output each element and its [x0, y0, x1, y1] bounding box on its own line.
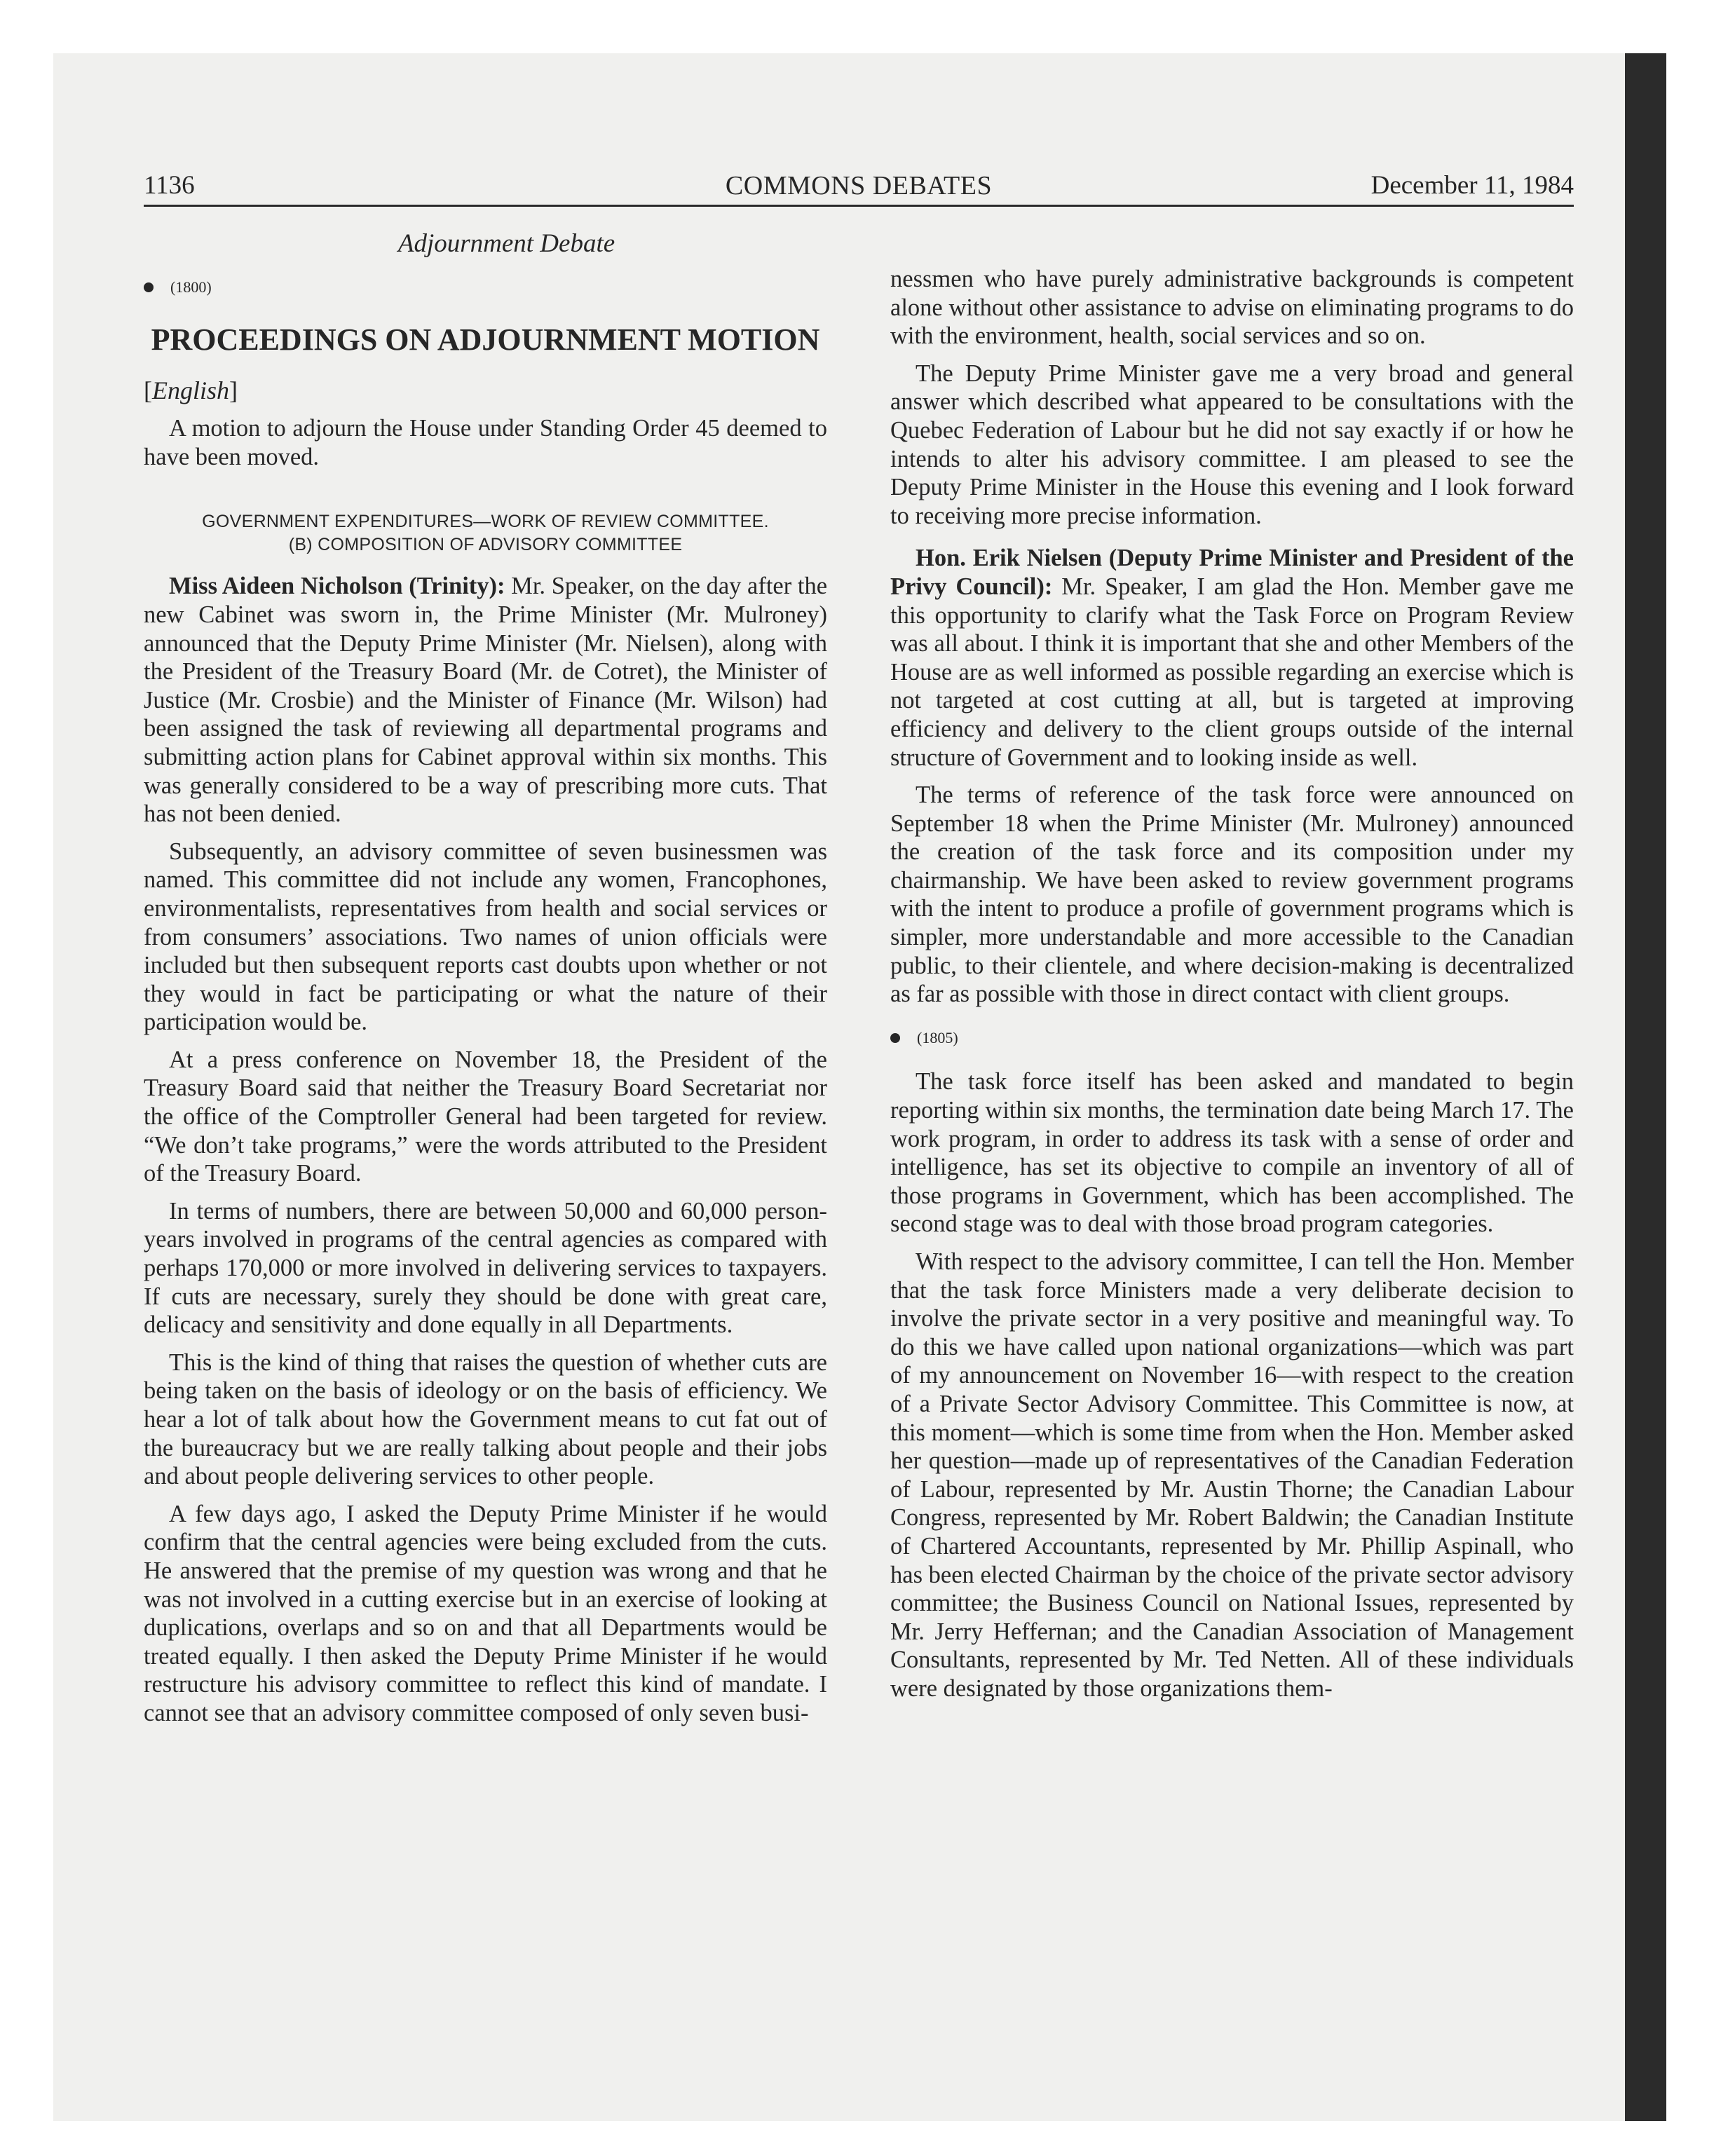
paragraph-text: Mr. Speaker, I am glad the Hon. Member gave me this opportunity to clarify what the Task Force on Program Review was all about. I think it is important that she and other Members of the House are as well informed as possible regarding an exercise which is not targeted at cost cutting at all, but is targeted at improving efficiency and delivery to the client groups outside of the internal structure of Government and to looking inside as well.: [890, 573, 1574, 771]
publication-date: December 11, 1984: [1370, 171, 1574, 200]
scan-edge-shadow: [1625, 53, 1666, 2121]
subject-heading: [144, 510, 827, 557]
motion-paragraph: A motion to adjourn the House under Standing Order 45 deemed to have been moved.: [144, 415, 827, 470]
running-header: [144, 170, 1574, 207]
subject-line-1: GOVERNMENT EXPENDITURES—WORK OF REVIEW COMMITTEE.: [202, 512, 769, 532]
time-marker: [144, 273, 827, 302]
paragraph: Subsequently, an advisory committee of seven businessmen was named. This committee did not include any women, Francophones, environmentalists, representatives from health and social services or from consumers’ associations. Two names of union officials were included but then subsequent reports cast doubts upon whether or not they would in fact be participating or what the nature of their participation would be.: [144, 838, 827, 1036]
subject-line-2: (B) COMPOSITION OF ADVISORY COMMITTEE: [288, 535, 683, 555]
paragraph: The Deputy Prime Minister gave me a very broad and general answer which described what appeared to be consultations with the Quebec Federation of Labour but he did not say exactly if or how he intends to alter his advisory committee. I am pleased to see the Deputy Prime Minister in the House this evening and I look forward to receiving more precise information.: [890, 360, 1574, 529]
paragraph: With respect to the advisory committee, I can tell the Hon. Member that the task force Ministers made a very deliberate decision to involve the private sector in a very positive and meaningful way. To do this we have called upon national organizations—which was part of my announcement on November 16—with respect to the creation of a Private Sector Advisory Committee. This Committee is now, at this moment—which is some time from when the Hon. Member asked her question—made up of representatives of the Canadian Federation of Labour, represented by Mr. Austin Thorne; the Canadian Labour Congress, represented by Mr. Robert Baldwin; the Canadian Institute of Chartered Accountants, represented by Mr. Phillip Aspinall, who has been elected Chairman by the choice of the private sector advisory committee; the Business Council on National Issues, represented by Mr. Jerry Heffernan; and the Canadian Association of Management Consultants, represented by Mr. Ted Netten. All of these individuals were designated by those organizations them-: [890, 1248, 1574, 1702]
section-header: Adjournment Debate: [397, 229, 615, 258]
paragraph: The task force itself has been asked and mandated to begin reporting within six months, the termination date being March 17. The work program, in order to address its task with a sense of order and intelligence, has set its objective to compile an inventory of all of those programs in Government, which has been accomplished. The second stage was to deal with those broad program categories.: [890, 1068, 1574, 1238]
paragraph: At a press conference on November 18, the President of the Treasury Board said that neither the Treasury Board Secretariat nor the office of the Comptroller General had been targeted for review. “We don’t take programs,” were the words attributed to the President of the Treasury Board.: [144, 1046, 827, 1187]
bullet-icon: [144, 282, 154, 292]
left-column: [144, 229, 828, 1737]
bullet-icon: [890, 1033, 900, 1043]
paragraph: A few days ago, I asked the Deputy Prime Minister if he would confirm that the central agencies were being excluded from the cuts. He answered that the premise of my question was wrong and that he was not involved in a cutting exercise but in an exercise of looking at duplications, overlaps and so on and that all Departments would be treated equally. I then asked the Deputy Prime Minister if he would restructure his advisory committee to reflect this kind of mandate. I cannot see that an advisory committee composed of only seven busi-: [144, 1500, 827, 1726]
paragraph: The terms of reference of the task force were announced on September 18 when the Prime Minister (Mr. Mulroney) announced the creation of the task force and its composition under my chairmanship. We have been asked to review government programs with the intent to produce a profile of government programs which is simpler, more understandable and more accessible to the Canadian public, to their clientele, and where decision-making is decentralized as far as possible with those in direct contact with client groups.: [890, 782, 1574, 1008]
right-column: [890, 265, 1574, 1712]
header-rule: [144, 205, 1574, 207]
language-label-text: English: [152, 376, 230, 404]
time-marker-label: (1805): [917, 1028, 958, 1046]
speaker-name: Miss Aideen Nicholson (Trinity):: [169, 573, 505, 600]
paragraph-text: Mr. Speaker, on the day after the new Cabinet was sworn in, the Prime Minister (Mr. Mulroney) announced that the Deputy Prime Minister (Mr. Nielsen), along with the President of the Treasury Board (Mr. de Cotret), the Minister of Justice (Mr. Crosbie) and the Minister of Finance (Mr. Wilson) had been assigned the task of reviewing all departmental programs and submitting action plans for Cabinet approval within six months. This was generally considered to be a way of prescribing more cuts. That has not been denied.: [144, 573, 828, 828]
paragraph: In terms of numbers, there are between 50,000 and 60,000 person-years involved in programs of the central agencies as compared with perhaps 170,000 or more involved in delivering services to taxpayers. If cuts are necessary, surely they should be done with great care, delicacy and sensitivity and done equally in all Departments.: [144, 1197, 827, 1339]
time-marker-label: (1800): [170, 278, 212, 296]
page-number: 1136: [144, 171, 195, 200]
language-label: [English]: [144, 376, 238, 404]
proceedings-title: PROCEEDINGS ON ADJOURNMENT MOTION: [151, 322, 820, 357]
speaker-name: Hon. Erik Nielsen (Deputy Prime Minister and President of the Privy Council):: [890, 545, 1574, 600]
paragraph: This is the kind of thing that raises the question of whether cuts are being taken on the basis of ideology or on the basis of efficiency. We hear a lot of talk about how the Government means to cut fat out of the bureaucracy but we are really talking about people and their jobs and about people delivering services to other people.: [144, 1349, 827, 1490]
paragraph: nessmen who have purely administrative backgrounds is competent alone without other assistance to advise on eliminating programs to do with the environment, health, social services and so on.: [890, 266, 1574, 350]
paragraph: [144, 572, 827, 828]
publication-title: COMMONS DEBATES: [725, 171, 993, 200]
paragraph: [890, 544, 1574, 772]
time-marker: [890, 1024, 1574, 1053]
